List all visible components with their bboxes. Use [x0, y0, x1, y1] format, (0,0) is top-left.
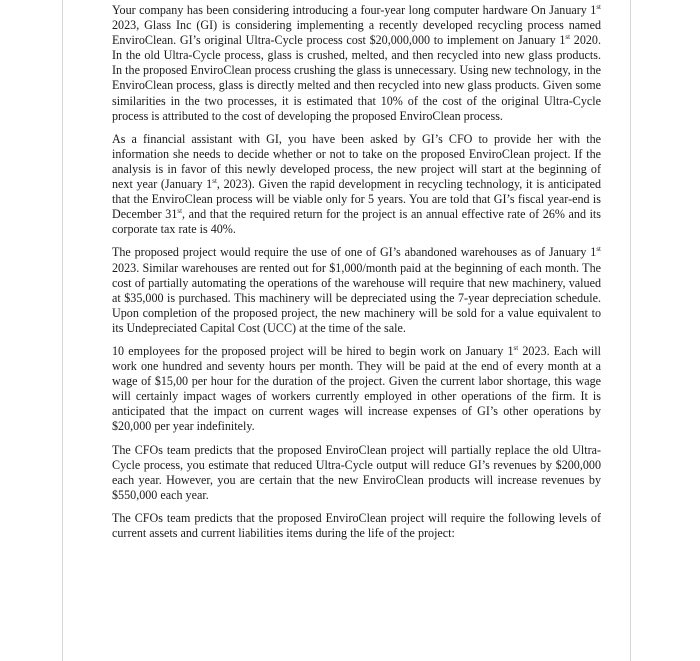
paragraph-working-capital: The CFOs team predicts that the proposed EnviroClean project will require the following levels of current assets and current liabilities items during the life of the project: [112, 510, 601, 540]
page-left-edge [62, 0, 63, 661]
paragraph-employees-wages: 10 employees for the proposed project will be hired to begin work on January 1st 2023. Each will work one hundred and seventy hours per month. They will be paid at the end of every month at a wage of $15,00 per hour for the duration of the project. Given the current labor shortage, this wage will certainly impact wages of workers currently employed in other operations of the firm. It is anticipated that the impact on current wages will increase expenses of GI’s other operations by $20,000 per year indefinitely. [112, 343, 601, 434]
paragraph-project-intro: Your company has been considering introducing a four-year long computer hardware On January 1st 2023, Glass Inc (GI) is considering implementing a recently developed recycling process named EnviroClean. GI’s original Ultra-Cycle process cost $20,000,000 to implement on January 1st 2020. In the old Ultra-Cycle process, glass is crushed, melted, and then recycled into new glass products. In the proposed EnviroClean process crushing the glass is unnecessary. Using new technology, in the EnviroClean process, glass is directly melted and then recycled into new glass products. Given some similarities in the two processes, it is estimated that 10% of the cost of the original Ultra-Cycle process is attributed to the cost of developing the proposed EnviroClean process. [112, 3, 601, 123]
paragraph-revenues: The CFOs team predicts that the proposed EnviroClean project will partially replace the old Ultra-Cycle process, you estimate that reduced Ultra-Cycle output will reduce GI’s revenues by $200,000 each year. However, you are certain that the new EnviroClean products will increase revenues by $550,000 each year. [112, 442, 601, 502]
paragraph-cfo-request: As a financial assistant with GI, you have been asked by GI’s CFO to provide her with the information she needs to decide whether or not to take on the proposed EnviroClean project. If the analysis is in favor of this newly developed process, the new project will start at the beginning of next year (January 1st, 2023). Given the rapid development in recycling technology, it is anticipated that the EnviroClean process will be viable only for 5 years. You are told that GI’s fiscal year-end is December 31st, and that the required return for the project is an annual effective rate of 26% and its corporate tax rate is 40%. [112, 131, 602, 237]
document-body [112, 3, 601, 549]
page-right-edge [630, 0, 631, 661]
paragraph-warehouse-machinery: The proposed project would require the use of one of GI’s abandoned warehouses as of January 1st 2023. Similar warehouses are rented out for $1,000/month paid at the beginning of each month. The cost of partially automating the operations of the warehouse will require that new machinery, valued at $35,000 is purchased. This machinery will be depreciated using the 7-year depreciation schedule. Upon completion of the proposed project, the new machinery will be sold for a value equivalent to its Undepreciated Capital Cost (UCC) at the time of the sale. [112, 245, 601, 335]
